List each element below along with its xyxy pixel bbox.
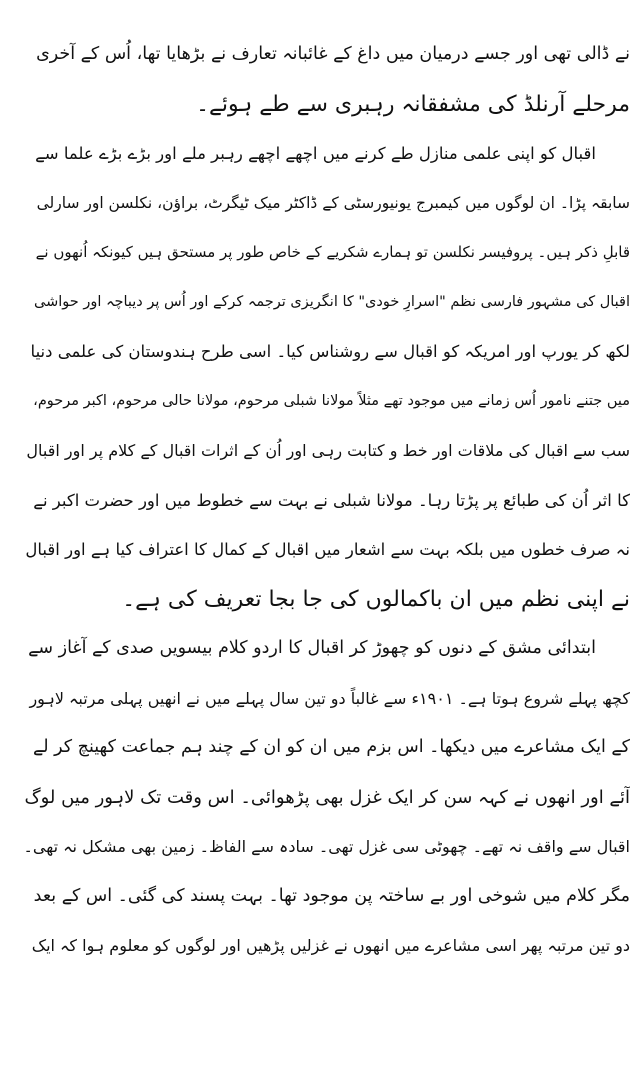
text-line: اقبال سے واقف نہ تھے۔ چھوٹی سی غزل تھی۔ سادہ سے الفاظ۔ زمین بھی مشکل نہ تھی۔ xyxy=(24,837,630,856)
paragraph-1 xyxy=(24,30,630,129)
text-line: لکھ کر یورپ اور امریکہ کو اقبال سے روشناس کیا۔ اسی طرح ہندوستان کی علمی دنیا xyxy=(30,342,630,361)
text-line: سابقہ پڑا۔ ان لوگوں میں کیمبرج یونیورسٹی کے ڈاکٹر میک ٹیگرٹ، براؤن، نکلسن اور سارلی xyxy=(36,193,630,212)
text-line: اقبال کی مشہور فارسی نظم "اسرارِ خودی" کا انگریزی ترجمہ کرکے اور اُس پر دیباچہ اور حواشی xyxy=(34,293,630,310)
text-line: نے ڈالی تھی اور جسے درمیان میں داغ کے غائبانہ تعارف نے بڑھایا تھا، اُس کے آخری xyxy=(36,44,630,64)
text-line: ابتدائی مشق کے دنوں کو چھوڑ کر اقبال کا اردو کلام بیسویں صدی کے آغاز سے xyxy=(28,638,596,658)
text-line: دو تین مرتبہ پھر اسی مشاعرے میں انھوں نے غزلیں پڑھیں اور لوگوں کو معلوم ہوا کہ ایک xyxy=(31,936,630,955)
text-line: نہ صرف خطوں میں بلکہ بہت سے اشعار میں اقبال کے کمال کا اعتراف کیا ہے اور اقبال xyxy=(25,540,630,559)
text-line: میں جتنے نامور اُس زمانے میں موجود تھے مثلاً مولانا شبلی مرحوم، مولانا حالی مرحوم، اکبر مرحوم، xyxy=(33,392,630,409)
text-line: سب سے اقبال کی ملاقات اور خط و کتابت رہی اور اُن کے اثرات اقبال کے کلام پر اور اقبال xyxy=(26,441,630,460)
urdu-text-block xyxy=(24,30,630,971)
text-line: اقبال کو اپنی علمی منازل طے کرنے میں اچھے اچھے رہبر ملے اور بڑے بڑے علما سے xyxy=(35,144,596,163)
text-line: مگر کلام میں شوخی اور بے ساختہ پن موجود تھا۔ بہت پسند کی گئی۔ اس کے بعد xyxy=(33,885,630,906)
text-line: مرحلے آرنلڈ کی مشفقانہ رہبری سے طے ہوئے۔ xyxy=(196,91,630,117)
text-line: کے ایک مشاعرے میں دیکھا۔ اس بزم میں ان کو ان کے چند ہم جماعت کھینچ کر لے xyxy=(32,737,630,757)
text-line: آئے اور انھوں نے کہہ سن کر ایک غزل بھی پڑھوائی۔ اس وقت تک لاہور میں لوگ xyxy=(24,786,630,808)
text-line: قابلِ ذکر ہیں۔ پروفیسر نکلسن تو ہمارے شکریے کے خاص طور پر مستحق ہیں کیونکہ اُنھوں نے xyxy=(35,243,630,261)
text-line: کا اثر اُن کی طبائع پر پڑتا رہا۔ مولانا شبلی نے بہت سے خطوط میں اور حضرت اکبر نے xyxy=(33,490,630,510)
paragraph-2 xyxy=(24,129,630,624)
text-line: نے اپنی نظم میں ان باکمالوں کی جا بجا تعریف کی ہے۔ xyxy=(122,586,630,612)
paragraph-3 xyxy=(24,624,630,971)
text-line: کچھ پہلے شروع ہوتا ہے۔ ۱۹۰۱ء سے غالباً دو تین سال پہلے میں نے انھیں پہلی مرتبہ لاہور xyxy=(29,688,630,708)
